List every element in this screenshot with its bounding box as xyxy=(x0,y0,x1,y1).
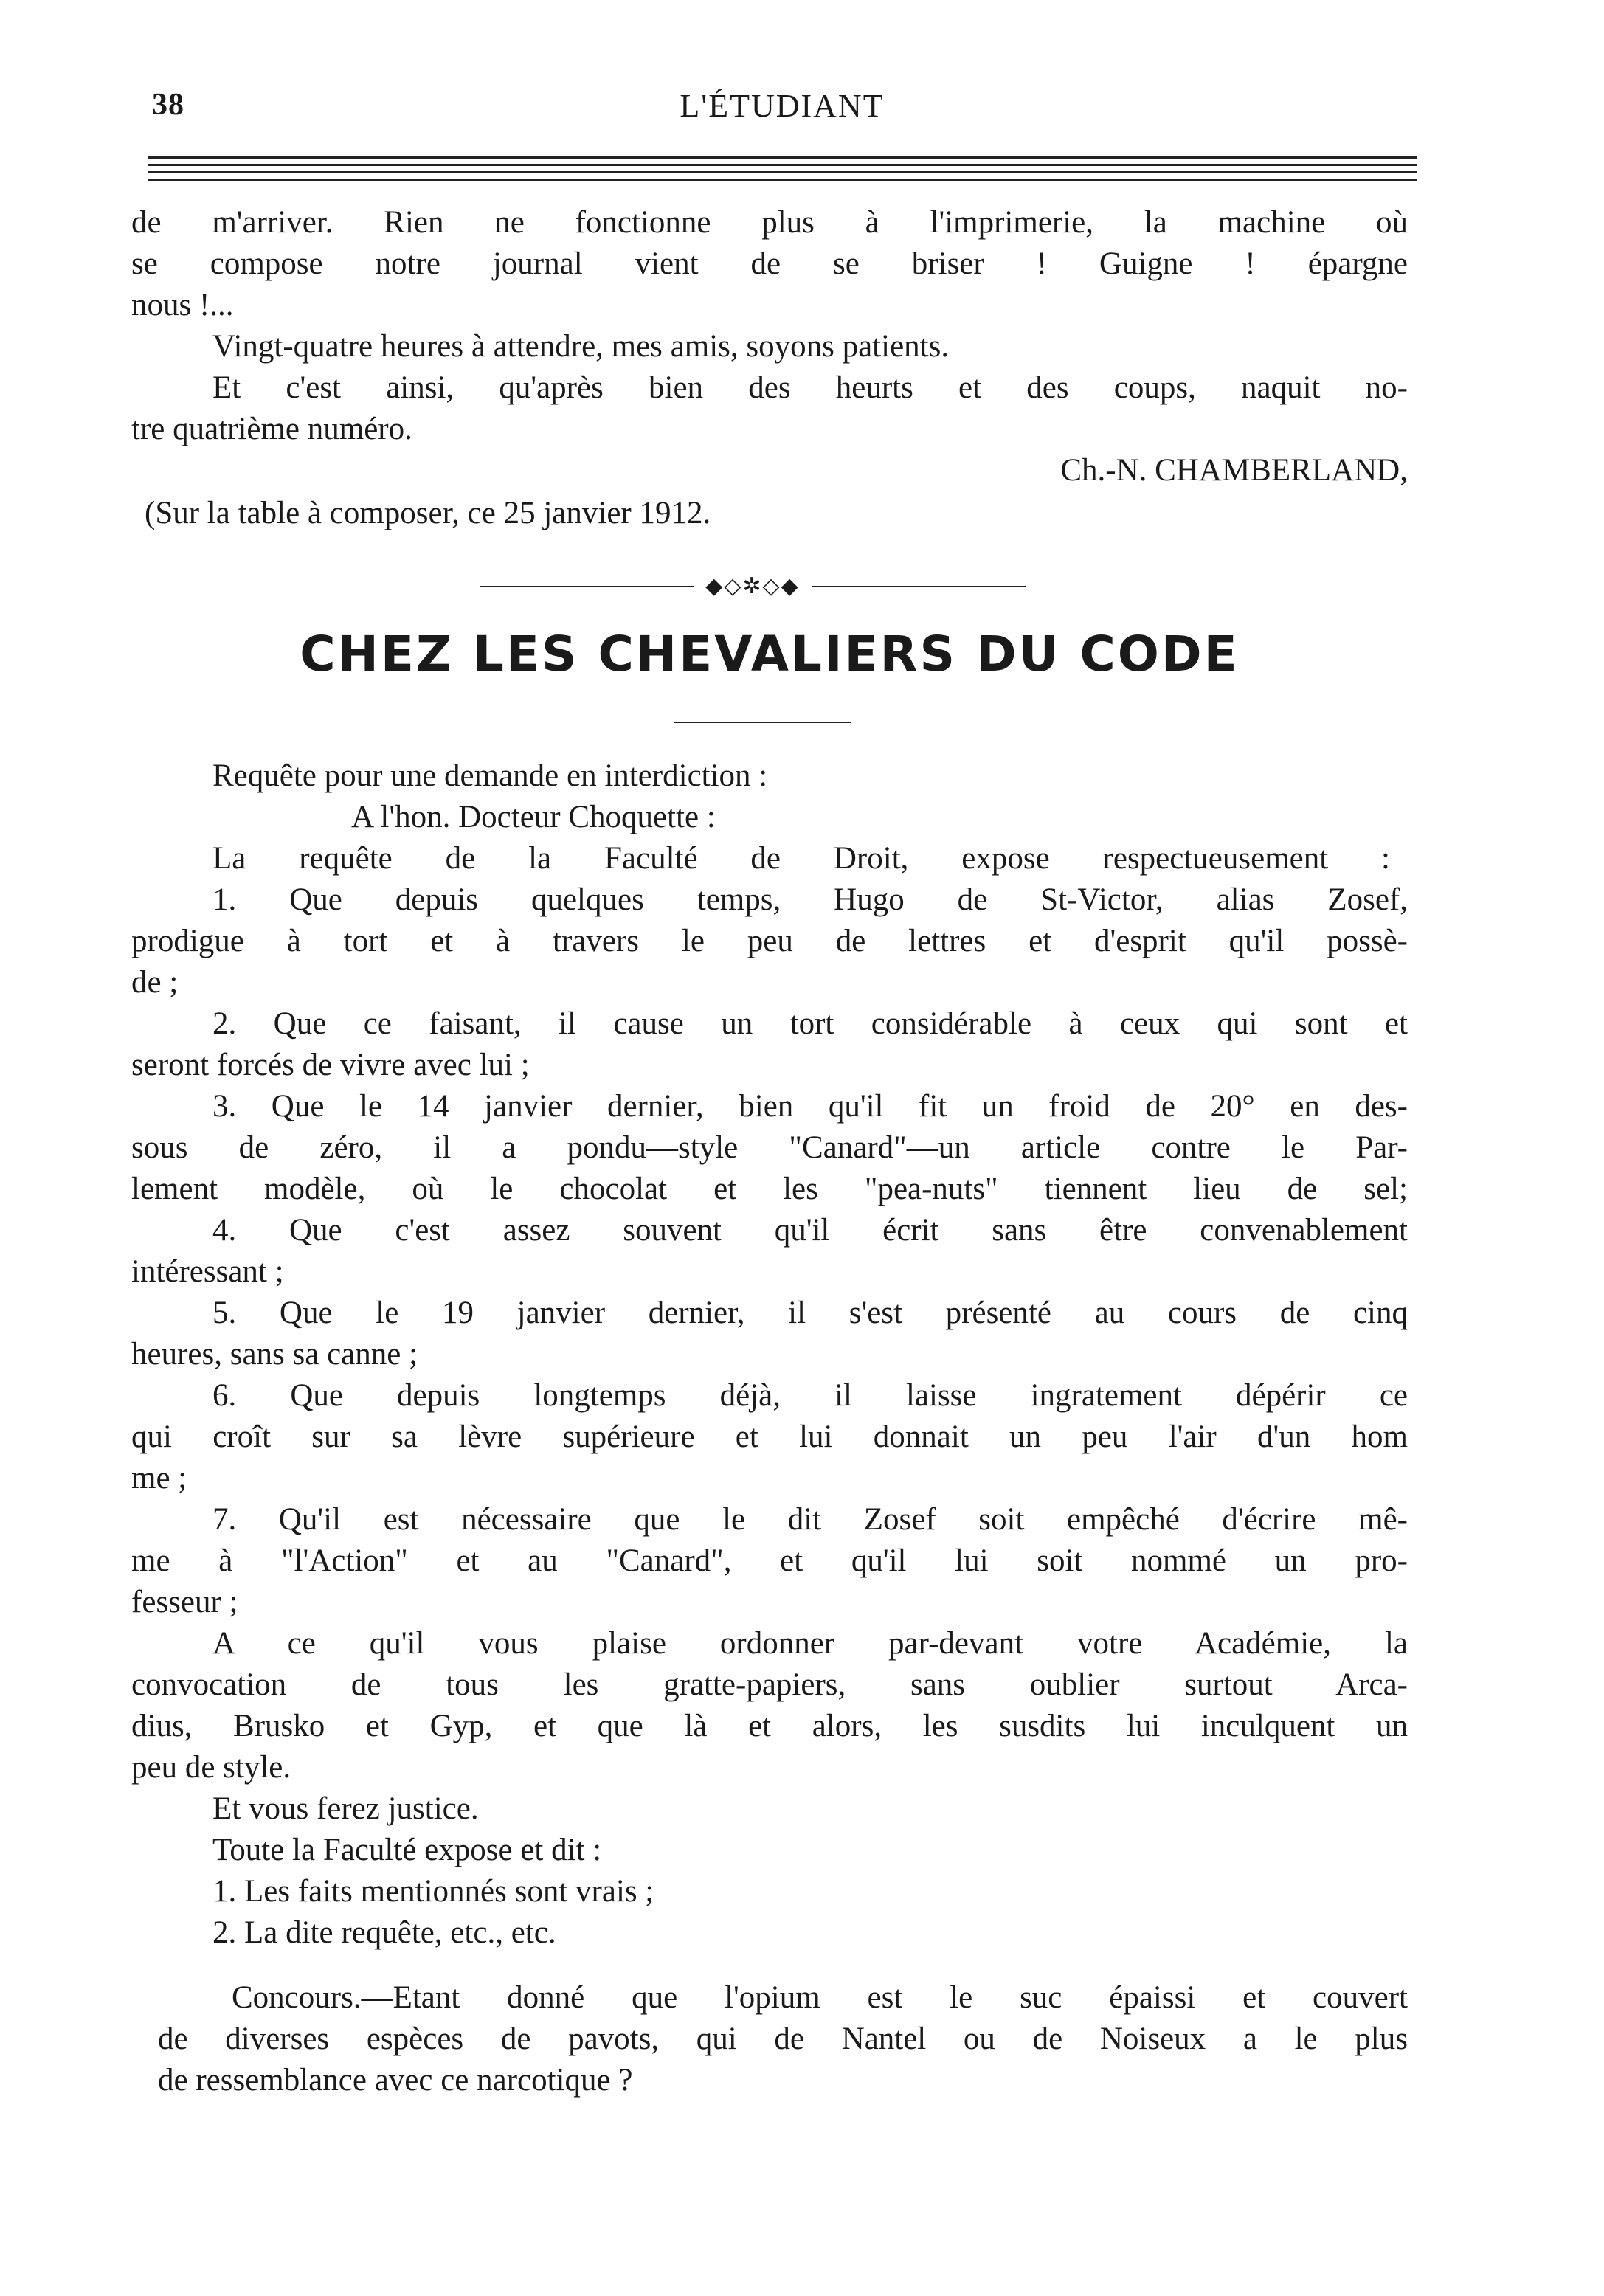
section-line: Et vous ferez justice. xyxy=(212,1791,479,1826)
section-line: 4. Que c'est assez souvent qu'il écrit sans être convenablement xyxy=(212,1213,1408,1248)
header-rule xyxy=(148,156,1417,159)
concours-line: de ressemblance avec ce narcotique ? xyxy=(158,2063,633,2098)
section-line: peu de style. xyxy=(131,1750,291,1785)
section-line: me ; xyxy=(131,1461,187,1495)
section-divider xyxy=(480,572,1026,601)
section-line: 5. Que le 19 janvier dernier, il s'est présenté au cours de cinq xyxy=(212,1296,1408,1330)
section-line: prodigue à tort et à travers le peu de lettres et d'esprit qu'il possè- xyxy=(131,924,1408,958)
article-line: Et c'est ainsi, qu'après bien des heurts et des coups, naquit no- xyxy=(212,370,1408,405)
divider-rule xyxy=(480,586,694,587)
section-line: me à "l'Action" et au "Canard", et qu'il lui soit nommé un pro- xyxy=(131,1543,1408,1578)
article-dateline: (Sur la table à composer, ce 25 janvier 1912. xyxy=(145,496,711,530)
section-line: 6. Que depuis longtemps déjà, il laisse ingratement dépérir ce xyxy=(212,1378,1408,1413)
section-line: 2. Que ce faisant, il cause un tort considérable à ceux qui sont et xyxy=(212,1006,1408,1041)
section-line: qui croît sur sa lèvre supérieure et lui donnait un peu l'air d'un hom xyxy=(131,1420,1408,1454)
section-line: fesseur ; xyxy=(131,1585,238,1619)
section-line: intéressant ; xyxy=(131,1254,284,1289)
running-title: L'ÉTUDIANT xyxy=(680,88,885,124)
article-line: nous !... xyxy=(131,288,234,322)
section-line: convocation de tous les gratte-papiers, sans oublier surtout Arca- xyxy=(131,1667,1408,1702)
section-line: La requête de la Faculté de Droit, expose respectueusement : xyxy=(212,841,1390,876)
header-rule xyxy=(148,179,1417,181)
article-signature: Ch.-N. CHAMBERLAND, xyxy=(1060,453,1408,488)
section-line: Requête pour une demande en interdiction : xyxy=(212,758,768,793)
section-line: 3. Que le 14 janvier dernier, bien qu'il fit un froid de 20° en des- xyxy=(212,1089,1408,1124)
header-rule xyxy=(148,164,1417,166)
article-line: de m'arriver. Rien ne fonctionne plus à l'imprimerie, la machine où xyxy=(131,205,1408,240)
title-rule xyxy=(674,722,851,723)
page-number: 38 xyxy=(152,88,184,122)
section-line: 7. Qu'il est nécessaire que le dit Zosef soit empêché d'écrire mê- xyxy=(212,1502,1408,1537)
section-line: heures, sans sa canne ; xyxy=(131,1337,418,1372)
section-line: seront forcés de vivre avec lui ; xyxy=(131,1048,530,1082)
section-line: de ; xyxy=(131,965,179,1000)
section-line: A l'hon. Docteur Choquette : xyxy=(351,800,716,834)
article-line: se compose notre journal vient de se briser ! Guigne ! épargne xyxy=(131,246,1408,281)
divider-ornament: ◆◇✲◇◆ xyxy=(705,574,800,598)
section-line: 1. Que depuis quelques temps, Hugo de St-Victor, alias Zosef, xyxy=(212,882,1408,917)
article-line: tre quatrième numéro. xyxy=(131,412,412,446)
section-line: lement modèle, où le chocolat et les "pea-nuts" tiennent lieu de sel; xyxy=(131,1172,1408,1206)
section-line: 2. La dite requête, etc., etc. xyxy=(212,1915,556,1950)
section-line: A ce qu'il vous plaise ordonner par-devant votre Académie, la xyxy=(212,1626,1408,1661)
section-line: Toute la Faculté expose et dit : xyxy=(212,1833,602,1867)
header-rule xyxy=(148,171,1417,173)
section-title: CHEZ LES CHEVALIERS DU CODE xyxy=(300,626,1240,682)
page-header xyxy=(148,87,1417,139)
section-line: 1. Les faits mentionnés sont vrais ; xyxy=(212,1874,654,1909)
section-line: dius, Brusko et Gyp, et que là et alors, les susdits lui inculquent un xyxy=(131,1709,1408,1743)
article-line: Vingt-quatre heures à attendre, mes amis, soyons patients. xyxy=(212,329,950,364)
section-line: sous de zéro, il a pondu—style "Canard"—un article contre le Par- xyxy=(131,1130,1408,1165)
concours-line: Concours.—Etant donné que l'opium est le suc épaissi et couvert xyxy=(232,1980,1408,2015)
divider-rule xyxy=(812,586,1026,587)
concours-line: de diverses espèces de pavots, qui de Nantel ou de Noiseux a le plus xyxy=(158,2022,1408,2056)
